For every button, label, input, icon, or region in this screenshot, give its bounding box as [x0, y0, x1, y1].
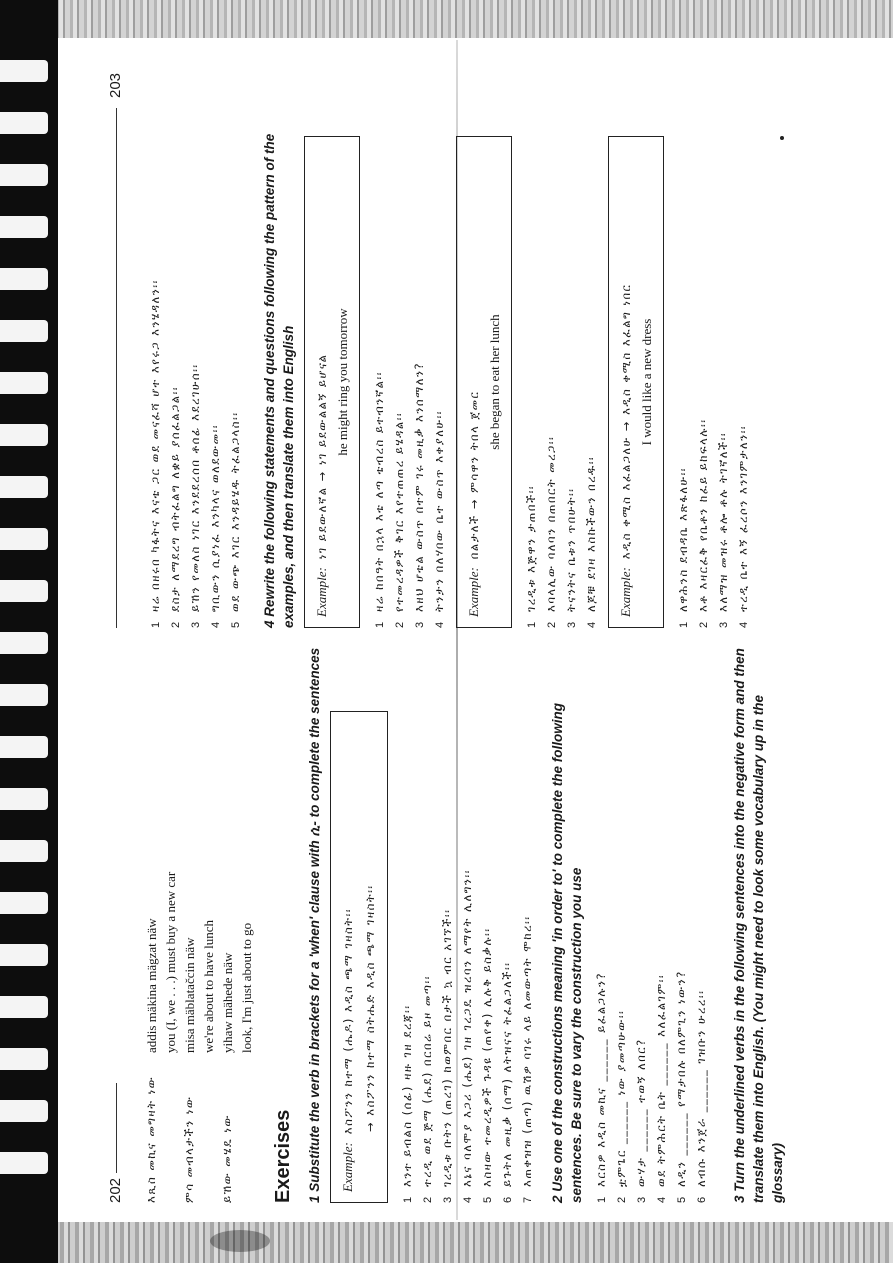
list-item: 4ለጆቹ ደገዛ እስኩችውን በረዱ፡፡ — [584, 455, 598, 628]
list-item: 3ትናንትና ቤቱን ጥበሁት፡፡ — [564, 487, 578, 628]
left-column — [142, 643, 793, 1203]
exercise-4-example-box-3 — [608, 136, 664, 628]
exercise-4-group-3 — [674, 68, 754, 628]
exercise-3-instruction: 3 Turn the underlined verbs in the following sentences into the negative form and then translate them into English. (You might need to look some vocabulary up in the glossary) — [732, 648, 785, 1203]
intro-translit: misa mäblatačcin näw — [182, 937, 197, 1053]
list-item: 1ለዋሕንስ ደብዳቤ እጽፋለሁ፡፡ — [676, 467, 690, 628]
intro-amharic: ይኸው መሄዴ ነው — [220, 1114, 234, 1203]
list-item: 1እንተ ይብልስ (ሰፊ) ዛዙ ገዘ ደረጃ፡፡ — [400, 1004, 414, 1203]
exercise-4-example-box-1 — [304, 136, 360, 628]
exercise-1-list — [398, 643, 538, 1203]
intro-translit: yihaw mähede näw — [220, 952, 235, 1053]
list-item: 3እለማዝ መዝሩ ቶሎ ቶሉ ትገኛለች፡፡ — [716, 431, 730, 628]
list-item: 5እስዛው ተመረዲዎች ጉዳዩ (ጠየቀ) ሊሉቅ ይስቃሉ፡፡ — [480, 927, 494, 1203]
example-line: እስፖንን ከተማ (ሔዶ) እዲስ ጫማ ገዛስት፡፡ — [341, 908, 355, 1135]
list-item: 3ይኸን የመለስ ነገር እንደደረሰበ ቶሰፊ እደረገሁሰ፡፡ — [188, 363, 202, 628]
list-item: 7እጠቀዝዝ (ጠጣ) ዉሽዎ ባገሩ ላይ ለመውጣት ሞከረ፡፡ — [520, 915, 534, 1203]
list-item: 1ዛሬ በዘሩበ ካፋትና እናቴ ጋር ወደ መናፈሻ ሆተ እየሩጋ እንሄዳለን፡፡ — [148, 279, 162, 628]
example-translation: he might ring you tomorrow — [335, 308, 350, 456]
example-label: Example: — [340, 1142, 355, 1192]
list-item: 3ውሃታ ______ ተወኝ ለበር? — [634, 1038, 648, 1203]
example-line: እዲስ ቀሚስ እፈልጋለሁ → እዲስ ቀሚስ እፈልግ ነበር — [619, 283, 633, 560]
intro-pair — [161, 643, 180, 1203]
intro-amharic: ምሳ መብላታችን ነው — [182, 1095, 196, 1203]
page-number: 203 — [107, 72, 124, 98]
header-rule — [116, 1083, 117, 1173]
intro-gloss: you (I, we . . .) must buy a new car — [163, 871, 178, 1053]
exercise-1-instruction: 1 Substitute the verb in brackets for a 'when' clause with ሲ- to complete the sentences — [307, 647, 322, 1203]
page-202 — [0, 643, 893, 1203]
list-item: 4ትንታን በለሃበው ቤተ ውስጥ እቀያለሁ፡፡ — [432, 410, 446, 628]
list-item: 3እዘህ ሆቴል ውስጥ በተም ገሩ መዚቃ እንሰማለን? — [412, 361, 426, 628]
exercise-2-instruction: 2 Use one of the constructions meaning 'in order to' to complete the following sentences. Be sure to vary the construction you use — [550, 703, 584, 1203]
intro-pairs — [142, 643, 256, 1203]
page-header — [107, 643, 127, 1203]
example-translation: she began to eat her lunch — [487, 314, 502, 450]
list-item: 2እባላሊው ባለባን በጠበርት መረጋ፡፡ — [544, 435, 558, 628]
exercise-4-instruction: 4 Rewrite the following statements and questions following the pattern of the examples, and then translate them into English — [262, 133, 296, 628]
list-item: 2ተረዲ ወደ ጅማ (ሔደ) በርበሬ ይዞ መጣ፡፡ — [420, 975, 434, 1203]
list-item: 6ለብሱ እንጀራ ______ ገዝቡን ሁረረ፡፡ — [694, 989, 708, 1203]
page-203 — [0, 68, 893, 628]
header-rule — [116, 108, 117, 628]
intro-pair — [237, 643, 256, 1203]
list-item: 4ወደ ትምሕርት ቤት ______ እለፈልገም፡፡ — [654, 973, 668, 1203]
list-item: 1ዛሬ ከበዓት በኋላ እቴ ለጣ ቴብረስ ይተብንኛል፡፡ — [372, 371, 386, 628]
exercise-4-group-2 — [522, 68, 602, 628]
exercise-2-list — [592, 643, 712, 1203]
example-line: በልታለች → ምሳዋን ትበላ ጀመር — [467, 390, 481, 560]
list-item: 2የተመረዳዎች ቅገር እየተጠጠረ ይሄዳል፡፡ — [392, 411, 406, 628]
example-line: → እስፖንን ከተማ ስትሔድ እዲስ ጫማ ገዛስት፡፡ — [363, 884, 377, 1132]
intro-pair — [218, 643, 237, 1203]
example-line: ነገ ይደውለኛል → ነገ ይደውልልኝ ይሆናል — [315, 353, 329, 560]
intro-amharic: እጺስ መኪና መግዛት ነው — [144, 1075, 158, 1203]
example-label: Example: — [314, 567, 329, 617]
right-column — [142, 68, 760, 628]
list-item: 1እርስዎ እዲስ መኪና ______ ይፈልጋሉን? — [594, 971, 608, 1203]
exercise-4-example-box-2 — [456, 136, 512, 628]
list-item: 4ተረዲ ቤተ እኝ ፈረሶን እንገምታለን፡፡ — [736, 424, 750, 628]
example-label: Example: — [466, 567, 481, 617]
intro-gloss: look, I'm just about to go — [239, 922, 254, 1053]
list-item: 2እቶ እዛርፈቅ የቤቶን ከፈይ ይከፍላሉ፡፡ — [696, 418, 710, 628]
list-item: 6ይጉትለ መዚቃ (ሰማ) ለትዝናና ትፈልጋለች፡፡ — [500, 961, 514, 1203]
exercise-3-list — [146, 68, 246, 628]
intro-gloss: we're about to have lunch — [201, 919, 216, 1053]
intro-pair — [199, 643, 218, 1203]
intro-pair — [142, 643, 161, 1203]
example-label: Example: — [618, 567, 633, 617]
list-item: 5ወደ ውጭ እገር እንዳይሄዱ ትፈልጋላስ፡፡ — [228, 411, 242, 628]
page-header — [107, 68, 127, 628]
example-translation: I would like a new dress — [639, 318, 654, 446]
list-item: 1ገረዲቱ እጅዋን ታጠበች፡፡ — [524, 484, 538, 628]
intro-pair — [180, 643, 199, 1203]
list-item: 2ደስታ ለማደረግ ብትፈልግ ለቋይ ያሰፈልጋል፡፡ — [168, 386, 182, 628]
list-item: 3ገረዲቱ ቡትን (ጠረገ) ከወምበር በታች ኳ ብር አገኘች፡፡ — [440, 908, 454, 1203]
list-item: 5ለዲን ______ የማታበሉ በለምጊን ነውን? — [674, 970, 688, 1203]
exercises-heading: Exercises — [272, 1109, 294, 1203]
list-item: 2ቷምጌር ______ ነው ያመጣሁው፡፡ — [614, 1009, 628, 1203]
page-number: 202 — [107, 1177, 124, 1203]
exercise-4-group-1 — [370, 68, 450, 628]
list-item: 4እኔና ባለሞያ እጋሪ (ሔደ) ገዘ ገረጋዴ ዝረባን ለማየት ሊለግን፡፡ — [460, 869, 474, 1203]
exercise-1-example-box — [330, 711, 388, 1203]
intro-translit: addis mäkina mägzat näw — [144, 918, 159, 1053]
list-item: 4ግቢውን ሲያነፈ እንካላና ወለደውመ፡፡ — [208, 424, 222, 628]
